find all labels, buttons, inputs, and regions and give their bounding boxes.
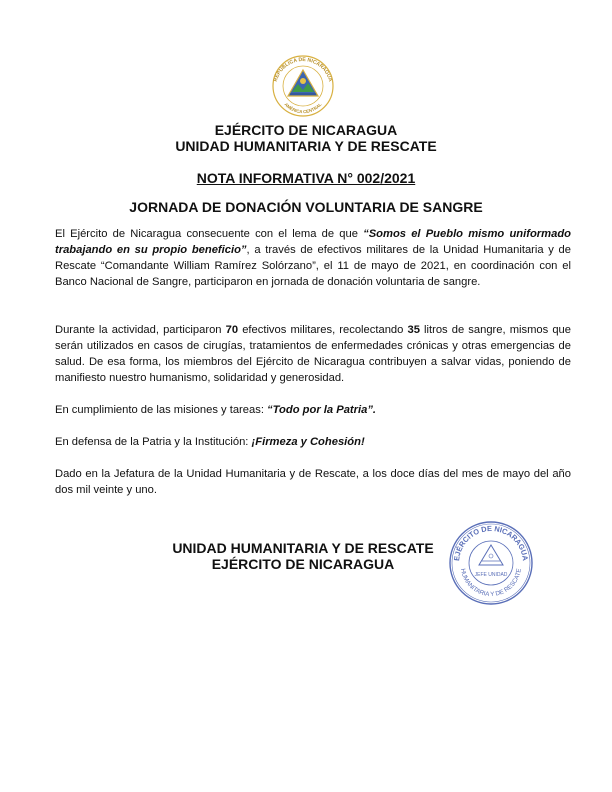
subject-title: JORNADA DE DONACIÓN VOLUNTARIA DE SANGRE bbox=[129, 199, 483, 215]
p2-text-c: litros de sangre, mismos que serán utilizados en casos de cirugías, tratamientos de enfermedades crónicas y otras emergencias de salud. De esa forma, los miembros del Ejército de Nicaragua contribuyen a salvar vidas, poniendo de manifiesto nuestro humanismo, solidaridad y generosidad. bbox=[55, 324, 572, 384]
seal-text-bottom: HUMANITARIA Y DE RESCATE bbox=[459, 567, 523, 599]
note-title: NOTA INFORMATIVA N° 002/2021 bbox=[196, 170, 416, 186]
personnel-count: 70 bbox=[225, 324, 239, 336]
signature-institution: EJÉRCITO DE NICARAGUA bbox=[211, 556, 395, 572]
p1-text-a: El Ejército de Nicaragua consecuente con el lema de que bbox=[55, 228, 364, 240]
emblem-text-bottom: AMÉRICA CENTRAL bbox=[283, 101, 323, 115]
header-institution: EJÉRCITO DE NICARAGUA bbox=[214, 122, 398, 138]
p4-motto: ¡Firmeza y Cohesión! bbox=[251, 436, 365, 448]
p3-text-a: En cumplimiento de las misiones y tareas: bbox=[55, 404, 268, 416]
svg-text:EJÉRCITO DE NICARAGUA bbox=[452, 524, 530, 562]
p1-text-b: , a través de efectivos militares de la Unidad Humanitaria y de Rescate “Comandante William Ramírez Solórzano”, el 11 de mayo de 2021, en coordinación con el Banco Nacional de Sangre, participaron en jornada de donación voluntaria de sangre. bbox=[55, 244, 572, 288]
paragraph-dated: Dado en la Jefatura de la Unidad Humanitaria y de Rescate, a los doce días del mes de mayo del año dos mil veinte y uno. bbox=[55, 468, 571, 496]
p2-text-b: efectivos militares, recolectando bbox=[238, 324, 408, 336]
paragraph-mission bbox=[55, 402, 571, 418]
p4-text-a: En defensa de la Patria y la Institución: bbox=[55, 436, 252, 448]
seal-center-text: JEFE UNIDAD bbox=[474, 572, 508, 578]
header-unit: UNIDAD HUMANITARIA Y DE RESCATE bbox=[175, 138, 437, 154]
paragraph-intro bbox=[55, 226, 571, 290]
document-header bbox=[0, 122, 612, 154]
nicaragua-coat-of-arms-icon bbox=[268, 52, 338, 118]
paragraph-defense bbox=[55, 434, 571, 450]
liters-count: 35 bbox=[407, 324, 420, 336]
emblem-text-top: REPÚBLICA DE NICARAGUA bbox=[272, 56, 334, 83]
p2-text-a: Durante la actividad, participaron bbox=[55, 324, 226, 336]
seal-text-top: EJÉRCITO DE NICARAGUA bbox=[452, 523, 530, 562]
official-stamp-icon bbox=[448, 520, 534, 606]
paragraph-activity bbox=[55, 322, 571, 386]
signature-unit: UNIDAD HUMANITARIA Y DE RESCATE bbox=[172, 540, 434, 556]
p1-motto: “Somos el Pueblo mismo uniformado trabajando en su propio beneficio” bbox=[55, 228, 571, 256]
p3-motto: “Todo por la Patria”. bbox=[267, 404, 377, 416]
